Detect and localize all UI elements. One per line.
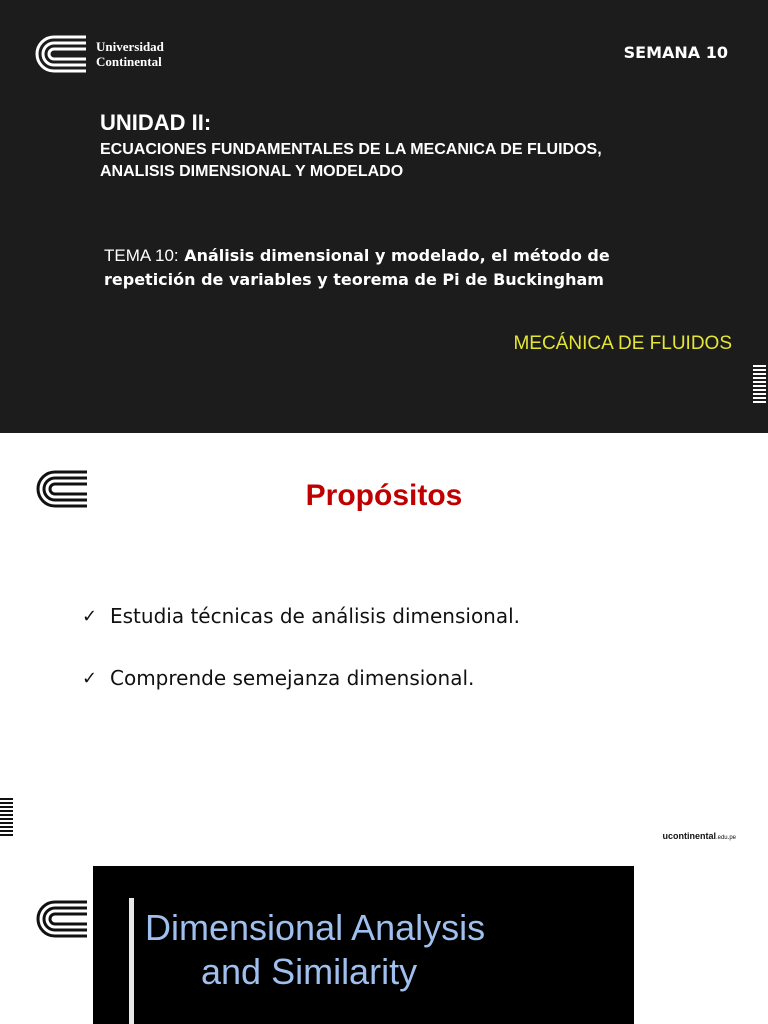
video-title-line1: Dimensional Analysis bbox=[145, 907, 486, 948]
list-item-text: Comprende semejanza dimensional. bbox=[110, 666, 475, 690]
slide-marker-lines-icon bbox=[753, 365, 766, 405]
purposes-list bbox=[82, 601, 520, 725]
university-logo-small bbox=[34, 899, 90, 944]
universidad-continental-logo-icon bbox=[34, 34, 88, 74]
unit-title: UNIDAD II: bbox=[100, 110, 212, 135]
unit-subtitle: ECUACIONES FUNDAMENTALES DE LA MECANICA DE FLUIDOS, ANALISIS DIMENSIONAL Y MODELADO bbox=[100, 141, 602, 180]
footer-brand-name: ucontinental bbox=[662, 831, 716, 841]
logo-text-line2: Continental bbox=[96, 54, 162, 69]
logo-text-line1: Universidad bbox=[96, 39, 164, 54]
topic-text bbox=[104, 244, 704, 292]
list-item-text: Estudia técnicas de análisis dimensional. bbox=[110, 604, 521, 628]
university-logo bbox=[34, 34, 164, 74]
footer-brand-domain: .edu.pe bbox=[715, 835, 736, 841]
title-slide bbox=[0, 0, 768, 433]
purposes-slide bbox=[0, 433, 768, 865]
video-slide bbox=[0, 865, 768, 1024]
footer-brand bbox=[662, 831, 736, 841]
logo-text bbox=[96, 39, 164, 69]
video-title-bar bbox=[129, 898, 134, 1024]
list-item bbox=[82, 601, 520, 631]
list-item bbox=[82, 663, 520, 693]
checkmark-icon: ✓ bbox=[82, 605, 98, 627]
week-label: SEMANA 10 bbox=[623, 43, 728, 62]
universidad-continental-logo-icon bbox=[34, 899, 90, 939]
topic-label: TEMA 10: bbox=[104, 246, 179, 265]
video-frame[interactable] bbox=[93, 866, 634, 1024]
video-title-line2: and Similarity bbox=[201, 951, 418, 992]
checkmark-icon: ✓ bbox=[82, 667, 98, 689]
slide-marker-lines-icon bbox=[0, 798, 13, 838]
video-title bbox=[145, 906, 625, 994]
topic-description: Análisis dimensional y modelado, el método de repetición de variables y teorema de Pi de Buckingham bbox=[104, 246, 610, 289]
course-name: MECÁNICA DE FLUIDOS bbox=[513, 333, 732, 354]
purposes-title: Propósitos bbox=[305, 479, 463, 512]
